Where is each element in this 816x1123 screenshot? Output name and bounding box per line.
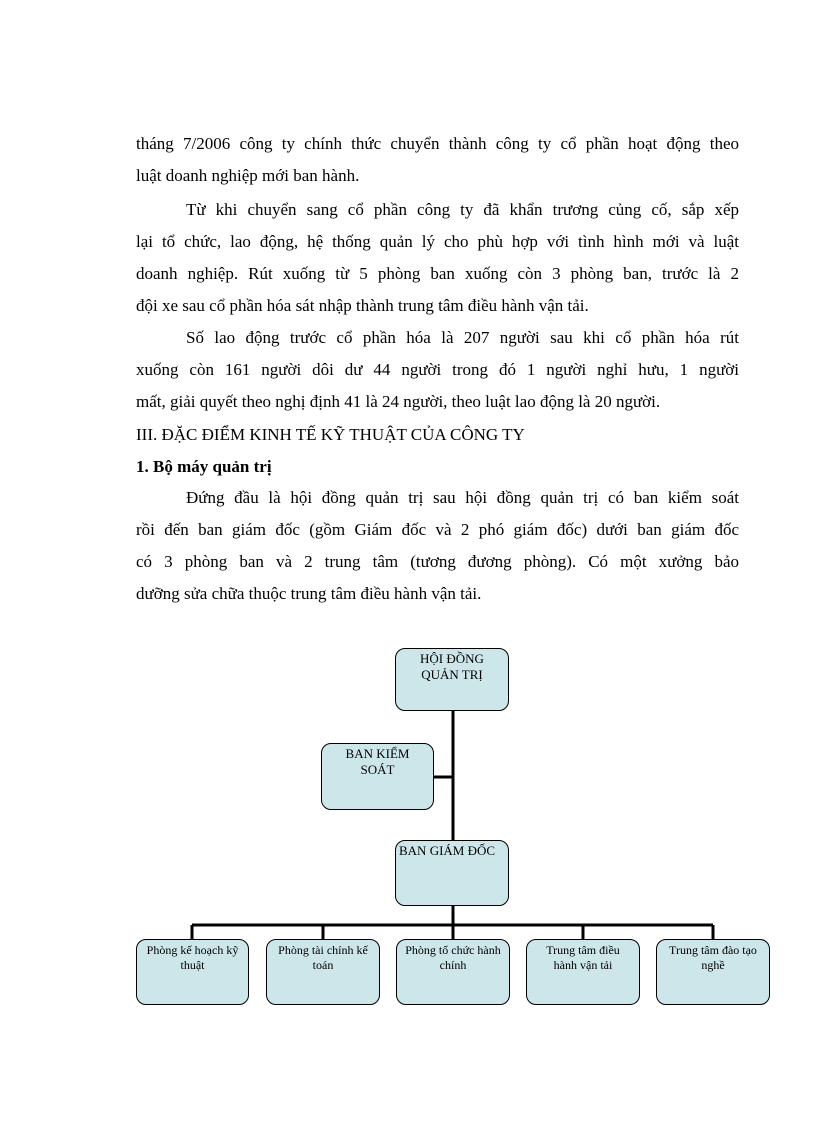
org-box-dept-planning	[136, 939, 249, 1005]
org-box-dept-5-line-2: nghề	[701, 958, 725, 972]
org-box-transport-center	[526, 939, 640, 1005]
org-box-supervisory-line-2: SOÁT	[360, 762, 395, 777]
paragraph-4-line-2: rồi đến ban giám đốc (gồm Giám đốc và 2 phó giám đốc) dưới ban giám đốc	[136, 520, 739, 539]
org-box-board	[395, 648, 509, 711]
org-box-dept-3-line-1: Phòng tổ chức hành	[405, 943, 501, 957]
paragraph-2-line-1: Từ khi chuyển sang cổ phần công ty đã khẩn trương củng cố, sắp xếp	[186, 200, 739, 219]
org-box-supervisory	[321, 743, 434, 810]
org-box-dept-2-line-2: toán	[312, 958, 334, 972]
paragraph-4-line-3: có 3 phòng ban và 2 trung tâm (tương đương phòng). Có một xưởng bảo	[136, 552, 739, 571]
paragraph-3-line-2: xuống còn 161 người dôi dư 44 người trong đó 1 người nghỉ hưu, 1 người	[136, 360, 739, 379]
org-box-directors	[395, 840, 509, 906]
paragraph-2-line-4: đội xe sau cổ phần hóa sát nhập thành trung tâm điều hành vận tải.	[136, 296, 589, 315]
paragraph-1-line-1: tháng 7/2006 công ty chính thức chuyển thành công ty cổ phần hoạt động theo	[136, 134, 739, 153]
org-box-dept-5-line-1: Trung tâm đào tạo	[669, 943, 757, 957]
org-box-directors-line-1: BAN GIÁM ĐỐC	[399, 843, 496, 858]
org-box-dept-admin	[396, 939, 510, 1005]
org-box-training-center	[656, 939, 770, 1005]
org-box-dept-4-line-2: hành vận tải	[553, 958, 613, 972]
org-box-dept-4-line-1: Trung tâm điều	[546, 943, 620, 957]
org-box-dept-1-line-1: Phòng kế hoạch kỹ	[146, 943, 239, 957]
org-box-board-line-1: HỘI ĐỒNG	[420, 651, 484, 666]
paragraph-2-line-2: lại tổ chức, lao động, hệ thống quản lý cho phù hợp với tình hình mới và luật	[136, 232, 739, 251]
paragraph-4-line-4: dưỡng sửa chữa thuộc trung tâm điều hành vận tải.	[136, 584, 482, 603]
org-box-supervisory-line-1: BAN KIỂM	[345, 746, 410, 761]
org-box-board-line-2: QUẢN TRỊ	[421, 667, 483, 682]
org-box-dept-2-line-1: Phòng tài chính kế	[278, 943, 368, 957]
paragraph-3-line-1: Số lao động trước cổ phần hóa là 207 người sau khi cổ phần hóa rút	[186, 328, 739, 347]
org-box-dept-1-line-2: thuật	[180, 958, 205, 972]
org-box-dept-finance	[266, 939, 380, 1005]
paragraph-1-line-2: luật doanh nghiệp mới ban hành.	[136, 166, 360, 185]
subsection-heading: 1. Bộ máy quản trị	[136, 457, 272, 476]
org-box-dept-3-line-2: chính	[439, 958, 467, 972]
paragraph-2-line-3: doanh nghiệp. Rút xuống từ 5 phòng ban xuống còn 3 phòng ban, trước là 2	[136, 264, 739, 283]
section-heading: III. ĐẶC ĐIỂM KINH TẾ KỸ THUẬT CỦA CÔNG TY	[136, 425, 525, 444]
paragraph-3-line-3: mất, giải quyết theo nghị định 41 là 24 người, theo luật lao động là 20 người.	[136, 392, 661, 411]
paragraph-4-line-1: Đứng đầu là hội đồng quản trị sau hội đồng quản trị có ban kiểm soát	[186, 488, 739, 507]
